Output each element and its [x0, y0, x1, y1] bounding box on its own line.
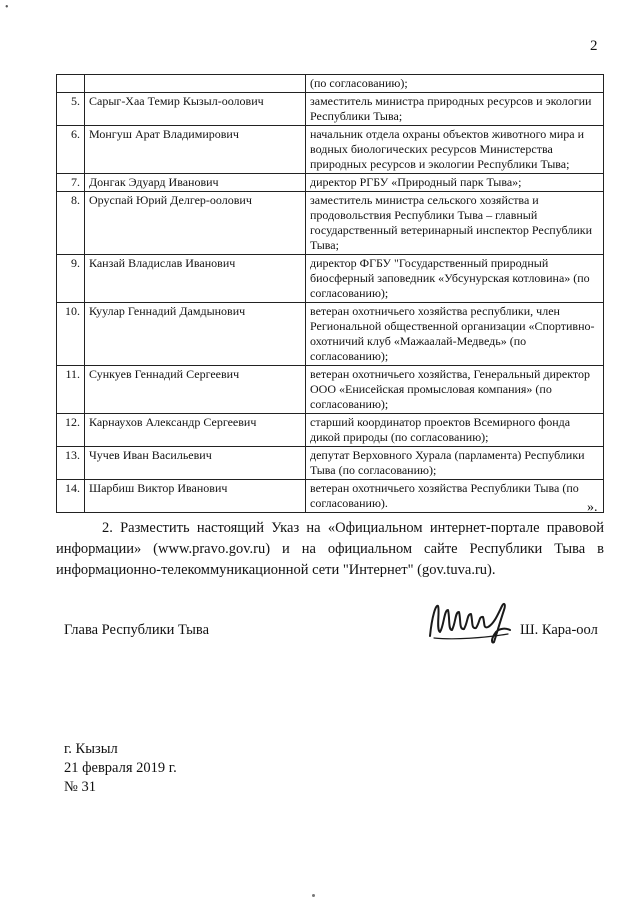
scan-corner-mark: •	[5, 2, 9, 13]
scan-artifact-dot	[312, 894, 315, 897]
member-position: директор РГБУ «Природный парк Тыва»;	[306, 174, 604, 192]
table-row	[57, 93, 604, 126]
table-row	[57, 255, 604, 303]
table-row	[57, 366, 604, 414]
member-name: Донгак Эдуард Иванович	[85, 174, 306, 192]
table-row	[57, 174, 604, 192]
signatory-name: Ш. Кара-оол	[520, 622, 598, 638]
member-name: Шарбиш Виктор Иванович	[85, 480, 306, 513]
member-position: ветеран охотничьего хозяйства Республики Тыва (по согласованию).	[306, 480, 604, 513]
member-position: (по согласованию);	[306, 75, 604, 93]
member-number: 7.	[57, 174, 85, 192]
member-position: директор ФГБУ "Государственный природный биосферный заповедник «Убсунурская котловина» (по согласованию);	[306, 255, 604, 303]
clause-2-text: 2. Разместить настоящий Указ на «Официальном интернет-портале правовой информации» (www.pravo.gov.ru) и на официальном сайте Республики Тыва в информационно-телекоммуникационной сети "Интернет" (gov.tuva.ru).	[56, 520, 604, 578]
member-name: Сарыг-Хаа Темир Кызыл-оолович	[85, 93, 306, 126]
table-row	[57, 192, 604, 255]
member-number	[57, 75, 85, 93]
committee-members-table	[56, 74, 604, 513]
table-row	[57, 303, 604, 366]
handwritten-signature	[424, 596, 516, 646]
closing-quote: ».	[587, 500, 598, 515]
member-name: Сункуев Геннадий Сергеевич	[85, 366, 306, 414]
member-number: 13.	[57, 447, 85, 480]
table-row	[57, 414, 604, 447]
member-position: старший координатор проектов Всемирного фонда дикой природы (по согласованию);	[306, 414, 604, 447]
table-row	[57, 447, 604, 480]
member-name: Оруспай Юрий Делгер-оолович	[85, 192, 306, 255]
member-position: депутат Верховного Хурала (парламента) Республики Тыва (по согласованию);	[306, 447, 604, 480]
member-position: ветеран охотничьего хозяйства республики, член Региональной общественной организации «Спортивно-охотничий клуб «Мажаалай-Медведь» (по согласованию);	[306, 303, 604, 366]
member-name	[85, 75, 306, 93]
issue-city: г. Кызыл	[64, 741, 118, 757]
member-number: 10.	[57, 303, 85, 366]
member-position: начальник отдела охраны объектов животного мира и водных биологических ресурсов Министерства природных ресурсов и экологии Республики Тыва;	[306, 126, 604, 174]
member-name: Куулар Геннадий Дамдынович	[85, 303, 306, 366]
signatory-title: Глава Республики Тыва	[64, 622, 210, 638]
issue-date: 21 февраля 2019 г.	[64, 760, 177, 776]
member-number: 5.	[57, 93, 85, 126]
member-number: 12.	[57, 414, 85, 447]
member-name: Канзай Владислав Иванович	[85, 255, 306, 303]
document-number: № 31	[64, 779, 96, 795]
member-position: ветеран охотничьего хозяйства, Генеральный директор ООО «Енисейская промысловая компания» (по согласованию);	[306, 366, 604, 414]
table-row	[57, 126, 604, 174]
member-number: 9.	[57, 255, 85, 303]
member-name: Монгуш Арат Владимирович	[85, 126, 306, 174]
member-number: 8.	[57, 192, 85, 255]
member-position: заместитель министра сельского хозяйства и продовольствия Республики Тыва – главный государственный ветеринарный инспектор Республики Тыва;	[306, 192, 604, 255]
member-number: 6.	[57, 126, 85, 174]
member-position: заместитель министра природных ресурсов и экологии Республики Тыва;	[306, 93, 604, 126]
table-row	[57, 480, 604, 513]
table-row	[57, 75, 604, 93]
member-number: 11.	[57, 366, 85, 414]
member-name: Карнаухов Александр Сергеевич	[85, 414, 306, 447]
member-number: 14.	[57, 480, 85, 513]
page-number: 2	[590, 38, 598, 54]
member-name: Чучев Иван Васильевич	[85, 447, 306, 480]
